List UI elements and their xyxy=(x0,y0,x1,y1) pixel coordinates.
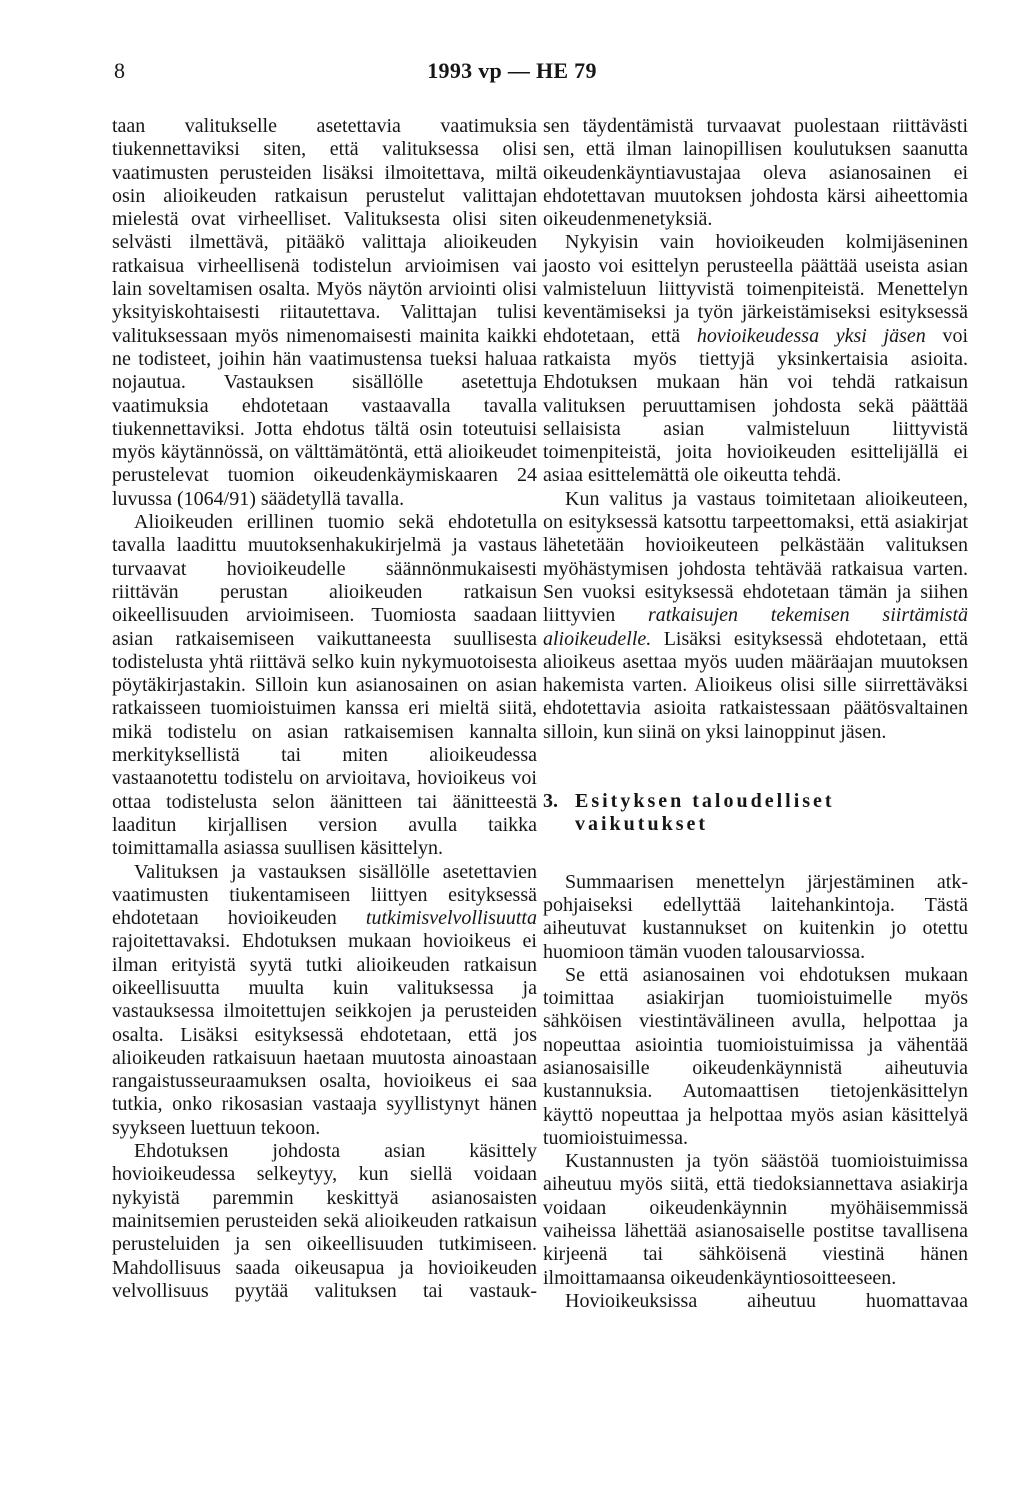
paragraph-text: voi ratkaista myös tiettyjä yksinkertaisia asioita. Ehdotuksen mukaan hän voi tehdä ratkaisun valituksen peruuttamisen johdosta sekä päättää sellaisista asian valmisteluun liittyvistä toimenpiteistä, joita hovioikeuden esittelijällä ei asiaa esittelemättä ole oikeutta tehdä. xyxy=(543,324,968,487)
paragraph: Hovioikeuksissa aiheutuu huomattavaa xyxy=(565,1289,968,1312)
emphasized-term: ratkaisujen tekemisen siirtämistä alioikeudelle. xyxy=(543,604,969,650)
paragraph-text: rajoitettavaksi. Ehdotuksen mukaan hovioikeus ei ilman erityistä syytä tutki alioikeuden ratkaisun oikeellisuutta muulta kuin valituksessa ja vastauksessa ilmoitettujen seikkojen ja perusteiden osalta. Lisäksi esityksessä ehdotetaan, että jos alioikeuden ratkaisuun haetaan muutosta ainoastaan rangaistusseuraamuksen osalta, hovioikeus ei saa tutkia, onko rikosasian vastaaja syyllistynyt hänen syykseen luettuun tekoon. xyxy=(112,930,537,1139)
running-head: 1993 vp — HE 79 xyxy=(427,58,597,83)
paragraph-text: Nykyisin vain hovioikeuden kolmijäseninen jaosto voi esittelyn perusteella päättää useista asian valmisteluun liittyvistä toimenpiteistä. Menettelyn keventämiseksi ja työn järkeistämiseksi esityksessä ehdotetaan, että xyxy=(543,231,968,347)
paragraph: Summaarisen menettelyn järjestäminen atk-pohjaiseksi edellyttää laitehankintoja. Tästä aiheutuvat kustannukset on kuitenkin jo otettu huomioon tämän vuoden talousarviossa. xyxy=(543,870,968,963)
paragraph xyxy=(543,488,968,744)
section-heading xyxy=(543,790,968,837)
paragraph: Alioikeuden erillinen tuomio sekä ehdotetulla tavalla laadittu muutoksenhakukirjelmä ja vastaus turvaavat hovioikeudelle säännönmukaisesti riittävän perustan alioikeuden ratkaisun oikeellisuuden arvioimiseen. Tuomiosta saadaan asian ratkaisemiseen vaikuttaneesta suullisesta todistelusta yhtä riittävä selko kuin nykymuotoisesta pöytäkirjastakin. Silloin kun asianosainen on asian ratkaisseen tuomioistuimen kanssa eri mieltä siitä, mikä todistelu on asian ratkaisemisen kannalta merkityksellistä tai miten alioikeudessa vastaanotettu todistelu on arvioitava, hovioikeus voi ottaa todistelusta selon äänitteen tai äänitteestä laaditun kirjallisen version avulla taikka toimittamalla asiassa suullisen käsittelyn. xyxy=(112,511,537,860)
emphasized-term: hovioikeudessa yksi jäsen xyxy=(696,324,926,347)
section-number: 3. xyxy=(543,790,558,813)
section-title: Esityksen taloudelliset vaikutukset xyxy=(575,790,835,836)
paragraph-text: Valituksen ja vastauksen sisällölle asetettavien vaatimusten tiukentamiseen liittyen esityksessä ehdotetaan hovioikeuden xyxy=(112,860,537,930)
paragraph: Kustannusten ja työn säästöä tuomioistuimissa aiheutuu myös siitä, että tiedoksiannettava asiakirja voidaan oikeudenkäynnin myöhäisemmissä vaiheissa lähettää asianosaiselle postitse tavallisena kirjeenä tai sähköisenä viestinä hänen ilmoittamaansa oikeudenkäyntiosoitteeseen. xyxy=(543,1150,968,1289)
left-column xyxy=(112,115,537,1303)
paragraph-text: Lisäksi esityksessä ehdotetaan, että alioikeus asettaa myös uuden määräajan muutoksen hakemista varten. Alioikeus olisi sille siirrettäväksi ehdotettavia asioita ratkaistessaan päätösvaltainen silloin, kun siinä on yksi lainoppinut jäsen. xyxy=(543,627,968,743)
paragraph: Ehdotuksen johdosta asian käsittely hovioikeudessa selkeytyy, kun siellä voidaan nykyistä paremmin keskittyä asianosaisten mainitsemien perusteiden sekä alioikeuden ratkaisun perusteluiden ja sen oikeellisuuden tutkimiseen. Mahdollisuus saada oikeusapua ja hovioikeuden velvollisuus pyytää valituksen tai vastauk- xyxy=(112,1140,537,1302)
emphasized-term: tutkimisvelvollisuutta xyxy=(365,907,537,930)
page-number: 8 xyxy=(114,58,125,83)
paragraph xyxy=(543,231,968,487)
paragraph-text: Kun valitus ja vastaus toimitetaan alioikeuteen, on esityksessä katsottu tarpeettomaksi, että asiakirjat lähetetään hovioikeuteen pelkästään valituksen myöhästymisen johdosta tehtävää ratkaisua varten. Sen vuoksi esityksessä ehdotetaan tämän ja siihen liittyvien xyxy=(543,487,968,627)
right-column xyxy=(543,115,968,1313)
paragraph: taan valitukselle asetettavia vaatimuksia tiukennettaviksi siten, että valituksessa olisi vaatimusten perusteiden lisäksi ilmoitettava, miltä osin alioikeuden ratkaisun perustelut valittajan mielestä ovat virheelliset. Valituksesta olisi siten selvästi ilmettävä, pitääkö valittaja alioikeuden ratkaisua virheellisenä todistelun arvioimisen vai lain soveltamisen osalta. Myös näytön arviointi olisi yksityiskohtaisesti riitautettava. Valittajan tulisi valituksessaan myös nimenomaisesti mainita kaikki ne todisteet, joihin hän vaatimustensa tueksi haluaa nojautua. Vastauksen sisällölle asetettuja vaatimuksia ehdotetaan vastaavalla tavalla tiukennettaviksi. Jotta ehdotus tältä osin toteutuisi myös käytännössä, on välttämätöntä, että alioikeudet perustelevat tuomion oikeudenkäymiskaaren 24 luvussa (1064/91) säädetyllä tavalla. xyxy=(112,115,537,510)
page-header xyxy=(0,58,1024,88)
paragraph: sen täydentämistä turvaavat puolestaan riittävästi sen, että ilman lainopillisen koulutuksen saanutta oikeudenkäyntiavustajaa oleva asianosainen ei ehdotettavan muutoksen johdosta kärsi aiheettomia oikeudenmenetyksiä. xyxy=(543,115,968,231)
paragraph: Se että asianosainen voi ehdotuksen mukaan toimittaa asiakirjan tuomioistuimelle myös sähköisen viestintävälineen avulla, helpottaa ja nopeuttaa asiointia tuomioistuimissa ja vähentää asianosaisille oikeudenkäynnistä aiheutuvia kustannuksia. Automaattisen tietojenkäsittelyn käyttö nopeuttaa ja helpottaa myös asian käsittelyä tuomioistuimessa. xyxy=(543,963,968,1149)
paragraph xyxy=(112,861,537,1141)
